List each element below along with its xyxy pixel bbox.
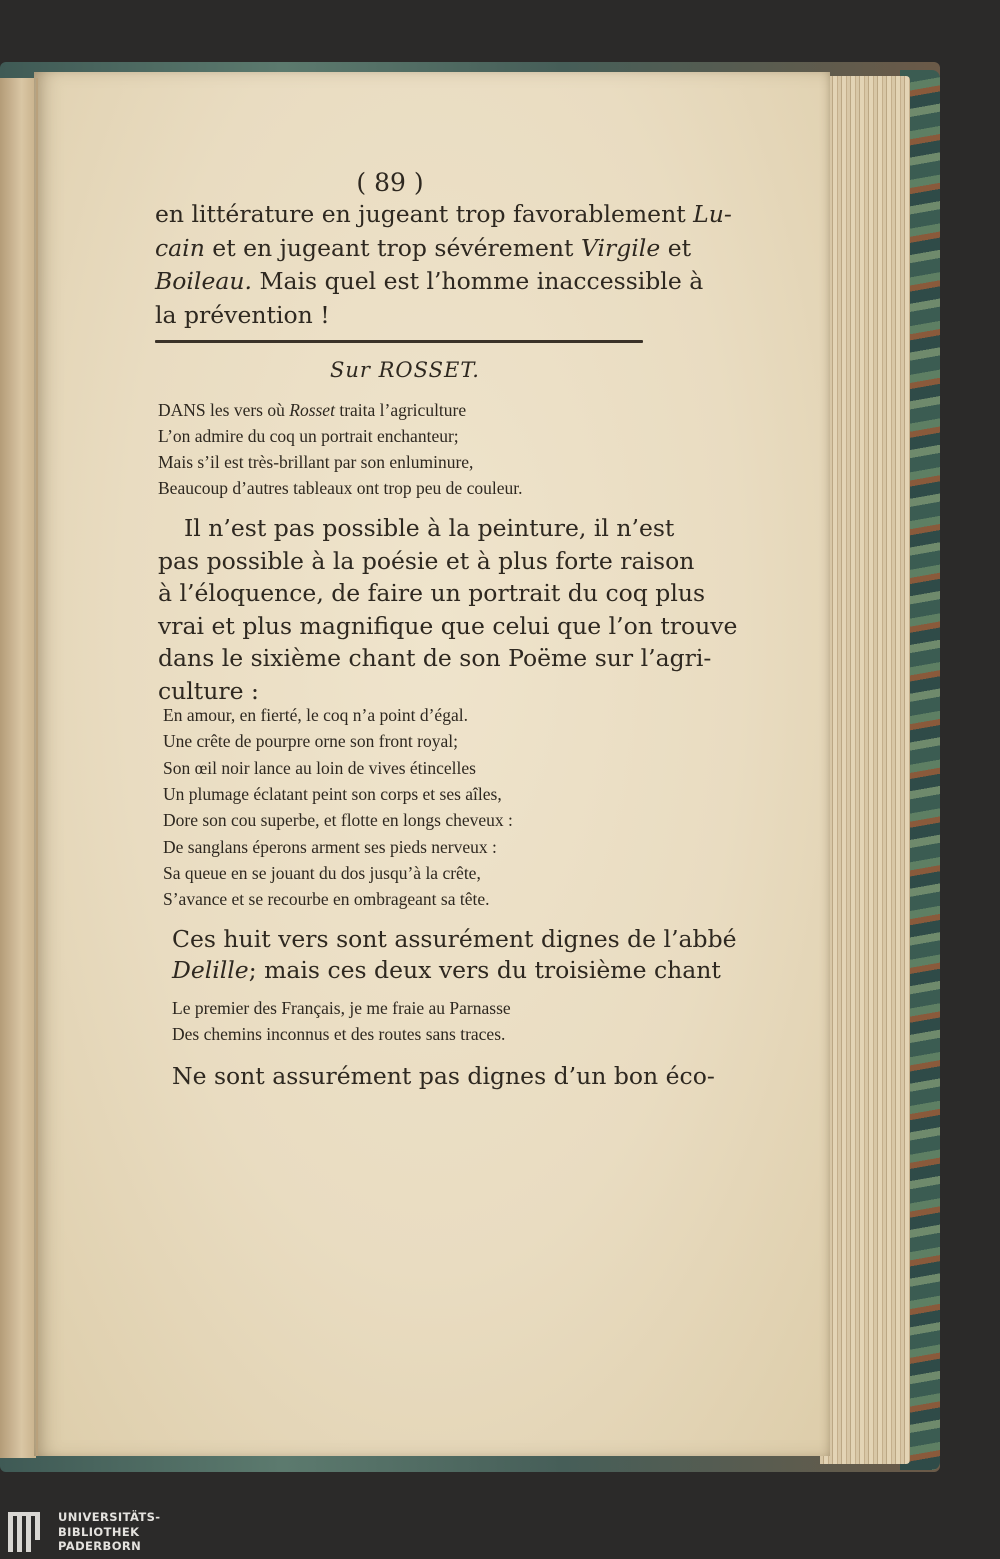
section-rule [155,340,643,343]
library-logo-text [58,1510,160,1554]
text-line: De sanglans éperons arment ses pieds nerveux : [163,836,497,857]
text-line: pas possible à la poésie et à plus forte raison [158,546,695,575]
page-stack-edge [820,76,910,1464]
text-line: S’avance et se recourbe en ombrageant sa tête. [163,889,490,910]
logo-line-2: BIBLIOTHEK [58,1524,140,1539]
text-line: la prévention ! [155,300,330,329]
text-line: En amour, en fierté, le coq n’a point d’égal. [163,705,468,725]
text-line: cain et en jugeant trop sévérement Virgile [155,233,661,262]
section-heading: Sur ROSSET. [330,358,480,382]
text-line: Sa queue en se jouant du dos jusqu’à la crête, [163,862,481,883]
text-line: Le premier des Français, je me fraie au Parnasse [172,998,511,1018]
text-line: Boileau. Mais quel est l’homme inaccessible à [155,267,704,295]
text-line: Un plumage éclatant peint son corps et ses aîles, [163,783,502,804]
text-line: Ces huit vers sont assurément dignes de l’abbé [172,925,737,953]
text-line: culture : [158,676,259,705]
text-line: L’on admire du coq un portrait enchanteur; [158,426,459,446]
page-number: ( 89 ) [356,168,424,197]
text-line: DANS les vers où Rosset traita l’agriculture [158,400,467,420]
text-line: Une crête de pourpre orne son front royal; [163,731,458,752]
logo-line-1: UNIVERSITÄTS- [58,1510,161,1524]
text-line: Dore son cou superbe, et flotte en longs cheveux : [163,810,513,831]
text-line: Delille; mais ces deux vers du troisième chant [172,956,721,984]
text-line: en littérature en jugeant trop favorablement Lu- [155,200,732,228]
text-line: à l’éloquence, de faire un portrait du coq plus [158,579,706,607]
text-line: Des chemins inconnus et des routes sans traces. [172,1024,506,1044]
text-line: Son œil noir lance au loin de vives étincelles [163,757,476,778]
logo-line-3: PADERBORN [58,1539,142,1553]
text-line: vrai et plus magnifique que celui que l’on trouve [158,611,738,640]
text-line: Beaucoup d’autres tableaux ont trop peu de couleur. [158,478,523,498]
gutter [36,78,38,1456]
text-line: Ne sont assurément pas dignes d’un bon éco- [172,1062,715,1090]
library-logo [6,1510,166,1556]
text-line: dans le sixième chant de son Poëme sur l’agri- [158,644,712,672]
text-line: Mais s’il est très-brillant par son enluminure, [158,452,474,472]
text-line: Il n’est pas possible à la peinture, il n’est [184,514,675,542]
library-logo-mark-icon [8,1512,48,1556]
left-page-edge [0,78,36,1458]
